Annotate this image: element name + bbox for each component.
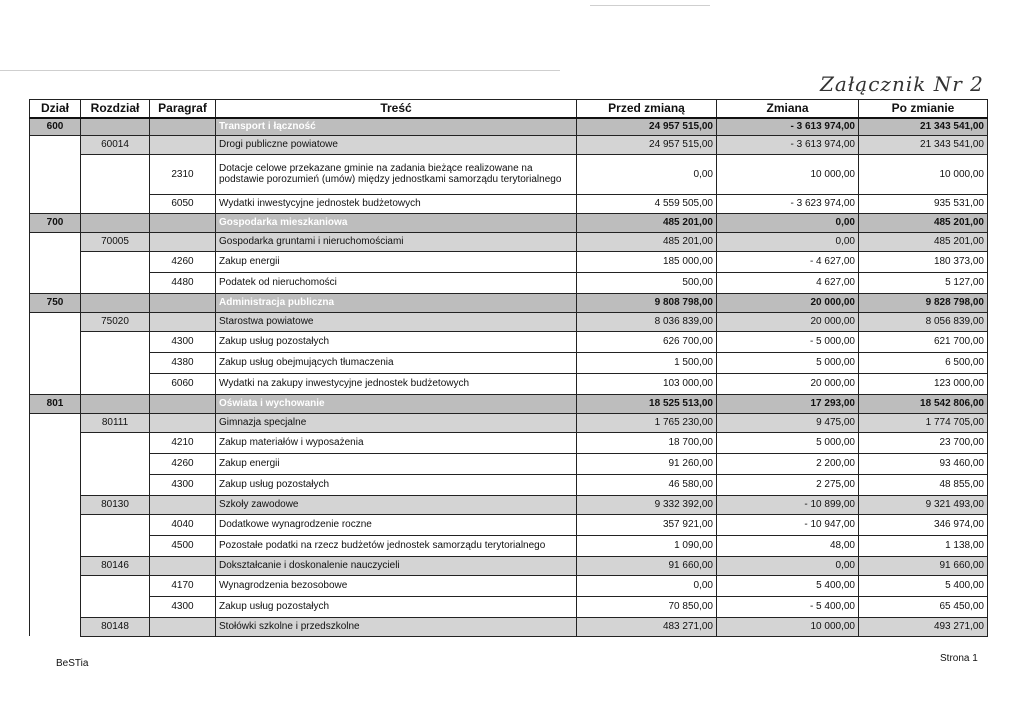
dzial-cell <box>30 272 81 293</box>
paragraf-row <box>30 352 988 373</box>
dzial-cell <box>30 453 81 474</box>
paragraf-cell: 4300 <box>150 331 216 352</box>
tresc-cell: Starostwa powiatowe <box>216 312 577 331</box>
po-zmianie-cell: 5 400,00 <box>859 575 988 596</box>
zmiana-cell: 9 475,00 <box>717 413 859 432</box>
rozdzial-cell: 80146 <box>81 556 150 575</box>
po-zmianie-cell: 10 000,00 <box>859 154 988 194</box>
po-zmianie-cell: 91 660,00 <box>859 556 988 575</box>
po-zmianie-cell: 935 531,00 <box>859 194 988 213</box>
tresc-cell: Zakup usług pozostałych <box>216 474 577 495</box>
paragraf-row <box>30 272 988 293</box>
paragraf-cell <box>150 413 216 432</box>
tresc-cell: Wydatki inwestycyjne jednostek budżetowych <box>216 194 577 213</box>
scan-artifact-line <box>590 5 710 6</box>
po-zmianie-cell: 21 343 541,00 <box>859 118 988 135</box>
zmiana-cell: 5 400,00 <box>717 575 859 596</box>
przed-zmiana-cell: 0,00 <box>577 575 717 596</box>
tresc-cell: Zakup materiałów i wyposażenia <box>216 432 577 453</box>
dzial-cell <box>30 373 81 394</box>
tresc-cell: Oświata i wychowanie <box>216 394 577 413</box>
zmiana-cell: 0,00 <box>717 556 859 575</box>
dzial-cell <box>30 556 81 575</box>
przed-zmiana-cell: 485 201,00 <box>577 232 717 251</box>
rozdzial-cell <box>81 535 150 556</box>
dzial-row <box>30 213 988 232</box>
paragraf-cell: 4300 <box>150 596 216 617</box>
rozdzial-row <box>30 495 988 514</box>
przed-zmiana-cell: 24 957 515,00 <box>577 135 717 154</box>
header-tresc: Treść <box>216 100 577 119</box>
paragraf-cell: 6060 <box>150 373 216 394</box>
przed-zmiana-cell: 4 559 505,00 <box>577 194 717 213</box>
przed-zmiana-cell: 1 500,00 <box>577 352 717 373</box>
po-zmianie-cell: 65 450,00 <box>859 596 988 617</box>
paragraf-cell: 6050 <box>150 194 216 213</box>
tresc-cell: Transport i łączność <box>216 118 577 135</box>
paragraf-cell <box>150 617 216 636</box>
dzial-row <box>30 394 988 413</box>
tresc-cell: Dodatkowe wynagrodzenie roczne <box>216 514 577 535</box>
paragraf-row <box>30 514 988 535</box>
paragraf-cell: 4500 <box>150 535 216 556</box>
paragraf-row <box>30 432 988 453</box>
budget-changes-table <box>29 99 988 637</box>
zmiana-cell: 20 000,00 <box>717 293 859 312</box>
paragraf-cell <box>150 495 216 514</box>
scan-artifact-line <box>0 70 560 71</box>
zmiana-cell: - 10 899,00 <box>717 495 859 514</box>
przed-zmiana-cell: 626 700,00 <box>577 331 717 352</box>
handwritten-annex-note: Załącznik Nr 2 <box>820 72 984 96</box>
paragraf-row <box>30 251 988 272</box>
rozdzial-cell <box>81 373 150 394</box>
przed-zmiana-cell: 46 580,00 <box>577 474 717 495</box>
po-zmianie-cell: 485 201,00 <box>859 213 988 232</box>
header-zmiana: Zmiana <box>717 100 859 119</box>
paragraf-cell: 4040 <box>150 514 216 535</box>
paragraf-cell: 4480 <box>150 272 216 293</box>
footer-page-number: Strona 1 <box>940 653 978 664</box>
po-zmianie-cell: 180 373,00 <box>859 251 988 272</box>
rozdzial-cell <box>81 213 150 232</box>
rozdzial-cell <box>81 394 150 413</box>
dzial-row <box>30 293 988 312</box>
tresc-cell: Gimnazja specjalne <box>216 413 577 432</box>
przed-zmiana-cell: 485 201,00 <box>577 213 717 232</box>
rozdzial-cell: 70005 <box>81 232 150 251</box>
zmiana-cell: 5 000,00 <box>717 352 859 373</box>
footer-software-name: BeSTia <box>56 658 89 669</box>
przed-zmiana-cell: 1 090,00 <box>577 535 717 556</box>
paragraf-row <box>30 453 988 474</box>
tresc-cell: Podatek od nieruchomości <box>216 272 577 293</box>
tresc-cell: Pozostałe podatki na rzecz budżetów jednostek samorządu terytorialnego <box>216 535 577 556</box>
zmiana-cell: 0,00 <box>717 232 859 251</box>
zmiana-cell: 2 275,00 <box>717 474 859 495</box>
paragraf-cell <box>150 293 216 312</box>
po-zmianie-cell: 1 138,00 <box>859 535 988 556</box>
po-zmianie-cell: 9 828 798,00 <box>859 293 988 312</box>
paragraf-row <box>30 535 988 556</box>
zmiana-cell: 20 000,00 <box>717 312 859 331</box>
przed-zmiana-cell: 357 921,00 <box>577 514 717 535</box>
dzial-cell <box>30 432 81 453</box>
header-dzial: Dział <box>30 100 81 119</box>
dzial-cell <box>30 232 81 251</box>
przed-zmiana-cell: 0,00 <box>577 154 717 194</box>
dzial-cell: 600 <box>30 118 81 135</box>
tresc-cell: Dotacje celowe przekazane gminie na zadania bieżące realizowane na podstawie porozumień (umów) między jednostkami samorządu terytorialnego <box>216 154 577 194</box>
przed-zmiana-cell: 91 260,00 <box>577 453 717 474</box>
przed-zmiana-cell: 70 850,00 <box>577 596 717 617</box>
zmiana-cell: 5 000,00 <box>717 432 859 453</box>
rozdzial-cell <box>81 251 150 272</box>
rozdzial-cell: 60014 <box>81 135 150 154</box>
po-zmianie-cell: 5 127,00 <box>859 272 988 293</box>
zmiana-cell: 17 293,00 <box>717 394 859 413</box>
dzial-cell <box>30 535 81 556</box>
header-paragraf: Paragraf <box>150 100 216 119</box>
paragraf-row <box>30 154 988 194</box>
zmiana-cell: - 3 613 974,00 <box>717 118 859 135</box>
zmiana-cell: - 5 400,00 <box>717 596 859 617</box>
paragraf-cell <box>150 135 216 154</box>
rozdzial-cell <box>81 118 150 135</box>
paragraf-row <box>30 474 988 495</box>
po-zmianie-cell: 493 271,00 <box>859 617 988 636</box>
dzial-cell: 801 <box>30 394 81 413</box>
przed-zmiana-cell: 18 700,00 <box>577 432 717 453</box>
paragraf-row <box>30 575 988 596</box>
header-po-zmianie: Po zmianie <box>859 100 988 119</box>
paragraf-cell: 4300 <box>150 474 216 495</box>
tresc-cell: Drogi publiczne powiatowe <box>216 135 577 154</box>
header-przed-zmiana: Przed zmianą <box>577 100 717 119</box>
po-zmianie-cell: 23 700,00 <box>859 432 988 453</box>
dzial-cell: 700 <box>30 213 81 232</box>
rozdzial-cell <box>81 575 150 596</box>
przed-zmiana-cell: 185 000,00 <box>577 251 717 272</box>
po-zmianie-cell: 346 974,00 <box>859 514 988 535</box>
rozdzial-row <box>30 617 988 636</box>
dzial-cell <box>30 495 81 514</box>
dzial-cell <box>30 575 81 596</box>
paragraf-cell <box>150 213 216 232</box>
po-zmianie-cell: 8 056 839,00 <box>859 312 988 331</box>
paragraf-cell: 2310 <box>150 154 216 194</box>
przed-zmiana-cell: 24 957 515,00 <box>577 118 717 135</box>
tresc-cell: Zakup energii <box>216 453 577 474</box>
paragraf-row <box>30 194 988 213</box>
paragraf-cell <box>150 118 216 135</box>
rozdzial-row <box>30 232 988 251</box>
dzial-cell <box>30 312 81 331</box>
po-zmianie-cell: 1 774 705,00 <box>859 413 988 432</box>
rozdzial-cell <box>81 474 150 495</box>
zmiana-cell: 10 000,00 <box>717 154 859 194</box>
rozdzial-cell: 80111 <box>81 413 150 432</box>
zmiana-cell: 2 200,00 <box>717 453 859 474</box>
rozdzial-cell <box>81 453 150 474</box>
dzial-cell <box>30 194 81 213</box>
dzial-cell <box>30 413 81 432</box>
paragraf-cell <box>150 394 216 413</box>
tresc-cell: Dokształcanie i doskonalenie nauczycieli <box>216 556 577 575</box>
paragraf-row <box>30 373 988 394</box>
rozdzial-cell: 80130 <box>81 495 150 514</box>
przed-zmiana-cell: 9 808 798,00 <box>577 293 717 312</box>
paragraf-row <box>30 596 988 617</box>
rozdzial-row <box>30 312 988 331</box>
zmiana-cell: - 3 613 974,00 <box>717 135 859 154</box>
dzial-cell <box>30 251 81 272</box>
rozdzial-cell <box>81 293 150 312</box>
tresc-cell: Szkoły zawodowe <box>216 495 577 514</box>
po-zmianie-cell: 6 500,00 <box>859 352 988 373</box>
dzial-cell <box>30 474 81 495</box>
tresc-cell: Zakup usług pozostałych <box>216 596 577 617</box>
rozdzial-row <box>30 135 988 154</box>
przed-zmiana-cell: 483 271,00 <box>577 617 717 636</box>
rozdzial-cell <box>81 352 150 373</box>
paragraf-cell <box>150 312 216 331</box>
przed-zmiana-cell: 9 332 392,00 <box>577 495 717 514</box>
tresc-cell: Zakup usług pozostałych <box>216 331 577 352</box>
tresc-cell: Zakup usług obejmujących tłumaczenia <box>216 352 577 373</box>
przed-zmiana-cell: 103 000,00 <box>577 373 717 394</box>
dzial-cell <box>30 154 81 194</box>
przed-zmiana-cell: 8 036 839,00 <box>577 312 717 331</box>
paragraf-cell: 4260 <box>150 251 216 272</box>
rozdzial-row <box>30 413 988 432</box>
dzial-row <box>30 118 988 135</box>
tresc-cell: Administracja publiczna <box>216 293 577 312</box>
rozdzial-cell <box>81 596 150 617</box>
zmiana-cell: 4 627,00 <box>717 272 859 293</box>
paragraf-cell <box>150 556 216 575</box>
przed-zmiana-cell: 500,00 <box>577 272 717 293</box>
przed-zmiana-cell: 1 765 230,00 <box>577 413 717 432</box>
dzial-cell <box>30 135 81 154</box>
zmiana-cell: - 3 623 974,00 <box>717 194 859 213</box>
rozdzial-cell <box>81 514 150 535</box>
dzial-cell <box>30 331 81 352</box>
po-zmianie-cell: 21 343 541,00 <box>859 135 988 154</box>
tresc-cell: Gospodarka mieszkaniowa <box>216 213 577 232</box>
dzial-cell <box>30 617 81 636</box>
tresc-cell: Wynagrodzenia bezosobowe <box>216 575 577 596</box>
header-rozdzial: Rozdział <box>81 100 150 119</box>
przed-zmiana-cell: 18 525 513,00 <box>577 394 717 413</box>
paragraf-cell: 4380 <box>150 352 216 373</box>
rozdzial-cell: 75020 <box>81 312 150 331</box>
zmiana-cell: 0,00 <box>717 213 859 232</box>
dzial-cell: 750 <box>30 293 81 312</box>
po-zmianie-cell: 18 542 806,00 <box>859 394 988 413</box>
po-zmianie-cell: 485 201,00 <box>859 232 988 251</box>
tresc-cell: Stołówki szkolne i przedszkolne <box>216 617 577 636</box>
tresc-cell: Wydatki na zakupy inwestycyjne jednostek budżetowych <box>216 373 577 394</box>
paragraf-row <box>30 331 988 352</box>
paragraf-cell <box>150 232 216 251</box>
zmiana-cell: 20 000,00 <box>717 373 859 394</box>
przed-zmiana-cell: 91 660,00 <box>577 556 717 575</box>
rozdzial-cell <box>81 154 150 194</box>
zmiana-cell: 10 000,00 <box>717 617 859 636</box>
zmiana-cell: - 4 627,00 <box>717 251 859 272</box>
tresc-cell: Zakup energii <box>216 251 577 272</box>
rozdzial-cell: 80148 <box>81 617 150 636</box>
dzial-cell <box>30 596 81 617</box>
dzial-cell <box>30 352 81 373</box>
po-zmianie-cell: 9 321 493,00 <box>859 495 988 514</box>
paragraf-cell: 4210 <box>150 432 216 453</box>
dzial-cell <box>30 514 81 535</box>
rozdzial-cell <box>81 331 150 352</box>
po-zmianie-cell: 93 460,00 <box>859 453 988 474</box>
rozdzial-cell <box>81 272 150 293</box>
table-header-row <box>30 100 988 119</box>
zmiana-cell: - 5 000,00 <box>717 331 859 352</box>
po-zmianie-cell: 123 000,00 <box>859 373 988 394</box>
rozdzial-cell <box>81 194 150 213</box>
zmiana-cell: 48,00 <box>717 535 859 556</box>
po-zmianie-cell: 621 700,00 <box>859 331 988 352</box>
rozdzial-row <box>30 556 988 575</box>
tresc-cell: Gospodarka gruntami i nieruchomościami <box>216 232 577 251</box>
paragraf-cell: 4260 <box>150 453 216 474</box>
paragraf-cell: 4170 <box>150 575 216 596</box>
rozdzial-cell <box>81 432 150 453</box>
zmiana-cell: - 10 947,00 <box>717 514 859 535</box>
po-zmianie-cell: 48 855,00 <box>859 474 988 495</box>
